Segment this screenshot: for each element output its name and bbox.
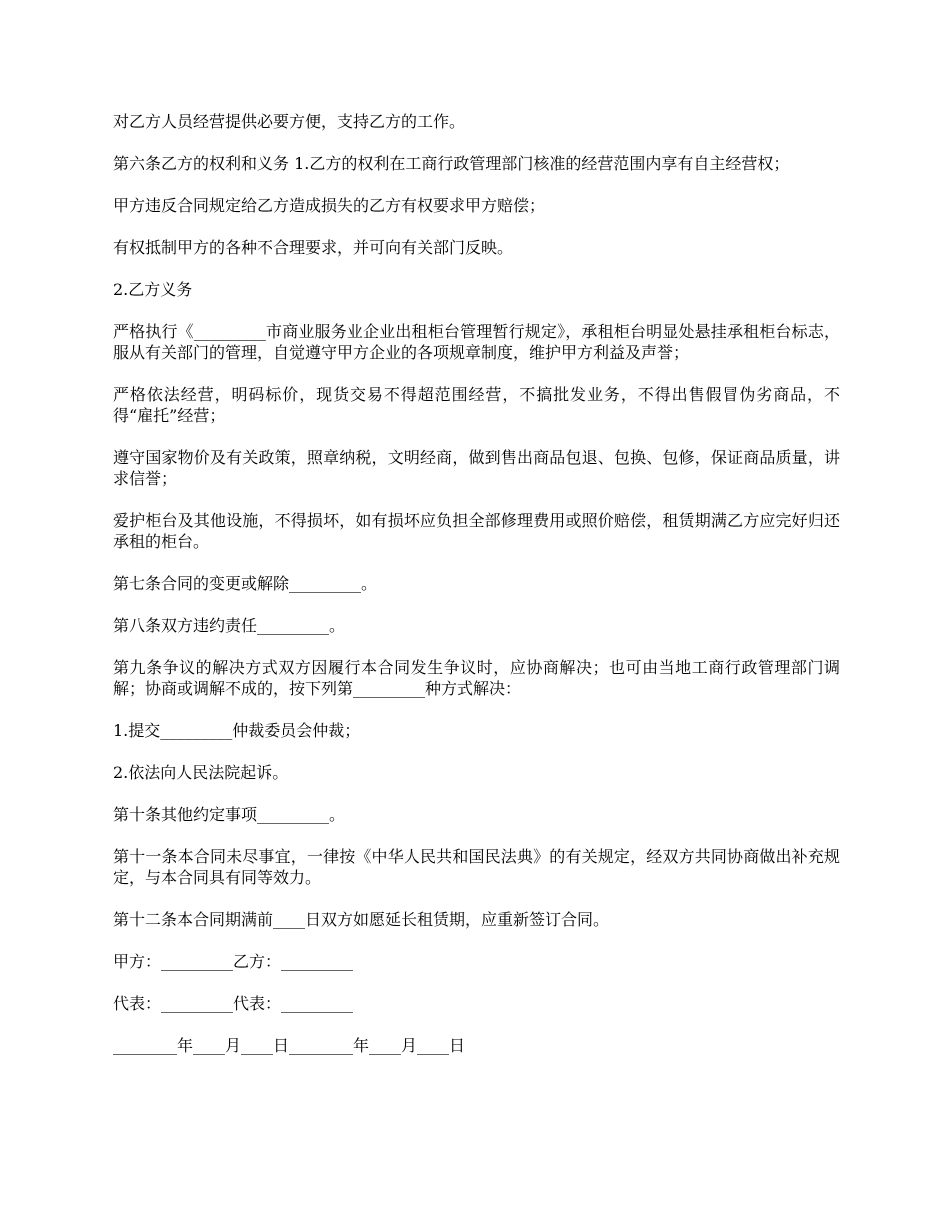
paragraph-3: 甲方违反合同规定给乙方造成损失的乙方有权要求甲方赔偿； [113,196,546,215]
document-body [113,111,840,1077]
signature-date-line: ________年____月____日________年____月____日 [113,1036,466,1055]
paragraph-16: 第十一条本合同未尽事宜，一律按《中华人民共和国民法典》的有关规定，经双方共同协商做出补充规定，与本合同具有同等效力。 [113,847,840,887]
paragraph-6: 严格执行《_________市商业服务业企业出租柜台管理暂行规定》，承租柜台明显处悬挂承租柜台标志，服从有关部门的管理，自觉遵守甲方企业的各项规章制度，维护甲方利益及声誉； [113,322,840,362]
paragraph-2: 第六条乙方的权利和义务 1.乙方的权利在工商行政管理部门核准的经营范围内享有自主经营权； [113,154,790,173]
paragraph-4: 有权抵制甲方的各种不合理要求，并可向有关部门反映。 [113,238,514,257]
paragraph-7: 严格依法经营，明码标价，现货交易不得超范围经营，不搞批发业务，不得出售假冒伪劣商品，不得“雇托”经营； [113,385,840,425]
signature-parties-line: 甲方：_________乙方：_________ [113,952,354,971]
paragraph-8: 遵守国家物价及有关政策，照章纳税，文明经商，做到售出商品包退、包换、包修，保证商品质量，讲求信誉； [113,448,840,488]
paragraph-1: 对乙方人员经营提供必要方便，支持乙方的工作。 [113,112,466,131]
paragraph-17: 第十二条本合同期满前____日双方如愿延长租赁期，应重新签订合同。 [113,910,610,929]
paragraph-10: 第七条合同的变更或解除_________。 [113,574,378,593]
paragraph-9: 爱护柜台及其他设施，不得损坏，如有损坏应负担全部修理费用或照价赔偿，租赁期满乙方应完好归还承租的柜台。 [113,511,840,551]
signature-representatives-line: 代表：_________代表：_________ [113,994,354,1013]
paragraph-13: 1.提交_________仲裁委员会仲裁； [113,721,361,740]
paragraph-12: 第九条争议的解决方式双方因履行本合同发生争议时，应协商解决；也可由当地工商行政管理部门调解；协商或调解不成的，按下列第_________种方式解决： [113,658,840,698]
paragraph-15: 第十条其他约定事项_________。 [113,805,346,824]
paragraph-11: 第八条双方违约责任_________。 [113,616,346,635]
paragraph-5: 2.乙方义务 [113,280,193,299]
paragraph-14: 2.依法向人民法院起诉。 [113,763,289,782]
